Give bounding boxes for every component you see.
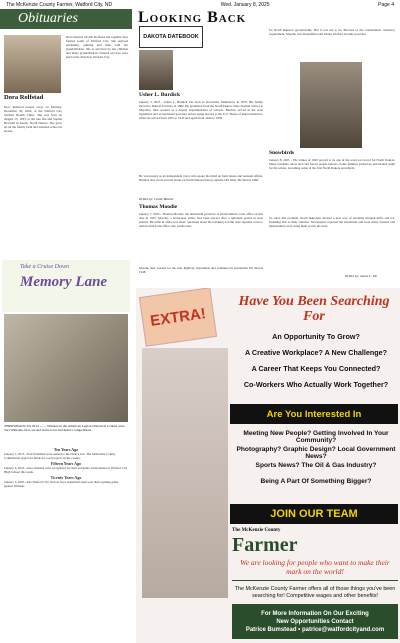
ad-question: An Opportunity To Grow? xyxy=(272,332,360,341)
obituaries-heading: Obituaries xyxy=(0,9,132,29)
memory-lane-kicker: Take a Cruise Down xyxy=(20,264,69,270)
ad-tagline: We are looking for people who want to make their mark on the world! xyxy=(240,558,390,576)
memory-lane-banner xyxy=(2,260,130,312)
obituaries-section xyxy=(0,9,132,255)
obituary-text-a: Dora Rolfstad passed away on Monday, December 30, 2024, at the Watford City Sanford Health Clinic. She was born on August 15, 1933, to the late Ole and Sophie Hovland in Keene, North Dakota. She grew up on the family farm and attended school in Keene. xyxy=(4,105,62,133)
ad-interest-item: Photography? Graphic Design? Local Government News? xyxy=(236,446,396,460)
entry-heading: Ten Years Ago xyxy=(53,447,79,452)
entry-heading: Twenty Years Ago xyxy=(50,475,82,480)
join-team-banner: JOIN OUR TEAM xyxy=(230,504,398,524)
contact-line: For More Information On Our Exciting xyxy=(261,610,369,617)
divider xyxy=(232,580,398,581)
article-text-snowbirds: January 8, 2025 - The winter of 1920 proved to be one of the worst on record for North Dakota. Many residents, snow and cold forced people indoors. Some families packed up and headed south for the winter, becoming some of the first North Dakota snowbirds. xyxy=(269,158,395,170)
ad-question: A Creative Workplace? A New Challenge? xyxy=(244,348,388,357)
obituary-name: Dora Rolfstad xyxy=(4,94,44,101)
extra-sign: EXTRA! xyxy=(139,288,217,347)
contact-bar xyxy=(232,604,398,639)
memory-lane-caption: THROWBACK TO 2014 ........ Winners in the American Legion Oratorical Contest were Tori Williams, first, second in the local and district competitions. xyxy=(4,424,125,433)
brand-prefix: The McKenzie County xyxy=(232,528,281,533)
entry-text: January 6, 2010...Area students were recognized for their academic achievement at Watford City High School this week. xyxy=(4,466,128,474)
article-text-burdick-2: He was known as an independent voice who spoke his mind on farm issues and national affairs. Burdick also wrote several books on North Dakota history and the Old West. He died in 1960. xyxy=(139,174,263,182)
header-publication: The McKenzie County Farmer, Watford City, ND xyxy=(6,2,113,8)
contact-line: New Opportunities Contact xyxy=(276,618,354,625)
ad-body: The McKenzie County Farmer offers all of those things you've been searching for! Competitive wages and other benefits! xyxy=(234,586,396,599)
article-title-moodie: Thomas Moodie xyxy=(139,204,178,210)
header-date: Wed. January 8, 2025 xyxy=(220,2,270,8)
ad-interest-item: Being A Part Of Something Bigger? xyxy=(260,478,372,485)
job-advertisement xyxy=(136,288,400,643)
memory-lane-entries xyxy=(4,446,128,488)
article-title-burdick: Usher L. Burdick xyxy=(139,92,181,98)
brand-logo: Farmer xyxy=(232,534,298,556)
entry-heading: Fifteen Years Ago xyxy=(50,461,82,466)
article-text-moodie-continued: for North Dakota's governorship. But it was not to be. Because of the constitution's residency requirement, Moodie was disqualified and Walter Welford became governor. xyxy=(269,28,395,36)
page-header xyxy=(0,0,400,9)
burdick-photo xyxy=(139,50,173,90)
snowbirds-photo xyxy=(300,62,362,148)
article-text-snowbirds-2: To solve this problem, North Dakotans devised a new way of traveling through drifts and ice, fastening skis to their vehicles. Newspapers reported the inventions and soon many farmers and businessmen were using them across the state. xyxy=(269,216,395,228)
obituary-text-b: Dora married Orville Rolfstad and together they farmed south of Watford City. She enjoyed gardening, quilting and time with her grandchildren. She is survived by her children and many grandchildren. Funeral services were held at the church in Watford City. xyxy=(66,35,128,59)
memory-lane-title: Memory Lane xyxy=(20,274,108,290)
article-text-moodie: January 7, 2025 - Thomas Moodie, the nineteenth governor of North Dakota, took office on this date in 1935. Moodie, a newspaper editor, had been elected after a turbulent period in state politics. His time in office was short: questions about his residency led the state supreme court to remove him from office only weeks later. xyxy=(139,212,263,228)
ad-photo xyxy=(142,348,228,598)
entry-text: January 7, 2015...Four freshmen were named to the Dean's List. The McKenzie County Commission approved funds for road projects in the county. xyxy=(4,452,116,460)
ad-question: A Career That Keeps You Connected? xyxy=(251,364,381,373)
contact-email[interactable]: Patrice Bumstead • patrice@watfordcityand.com xyxy=(245,626,385,633)
dakota-datebook-logo: DAKOTA DATEBOOK xyxy=(139,26,203,48)
entry-text: January 5, 2005...The Watford City Wolves boys basketball team won their opening game against Killdeer. xyxy=(4,480,119,488)
memory-lane-photo xyxy=(4,314,128,422)
ad-interest-banner: Are You Interested In xyxy=(230,404,398,424)
looking-back-heading: Looking Back xyxy=(138,9,247,26)
ad-interest-item: Meeting New People? Getting Involved In Your Community? xyxy=(243,430,389,444)
article-text-burdick: January 5, 2025 - Usher L. Burdick was born in Owatonna, Minnesota, in 1879. His family moved to Dakota Territory in 1882. He graduated from the North Dakota State Normal School at Mayville, then worked as a deputy superintendent of schools. Burdick served in the state legislature and as lieutenant governor before being elected to the U.S. House of Representatives, where he served from 1935 to 1945 and again from 1949 to 1959. xyxy=(139,100,263,120)
article-title-snowbirds: Snowbirds xyxy=(269,150,295,156)
byline-snowbirds: Written by: Jayme L. Job xyxy=(345,274,377,278)
ad-question: Co-Workers Who Actually Work Together? xyxy=(243,380,389,389)
ad-headline: Have You Been Searching For xyxy=(238,294,390,324)
obituary-photo xyxy=(4,35,61,93)
article-text-moodie-2: Moodie later worked for the state highway department and continued in journalism. He died in 1948. xyxy=(139,266,263,274)
header-page: Page 4 xyxy=(378,2,394,8)
ad-interest-item: Sports News? The Oil & Gas Industry? xyxy=(255,462,377,469)
byline-burdick: Written by: Carole Butcher xyxy=(139,197,174,201)
memory-lane-section xyxy=(0,260,132,643)
